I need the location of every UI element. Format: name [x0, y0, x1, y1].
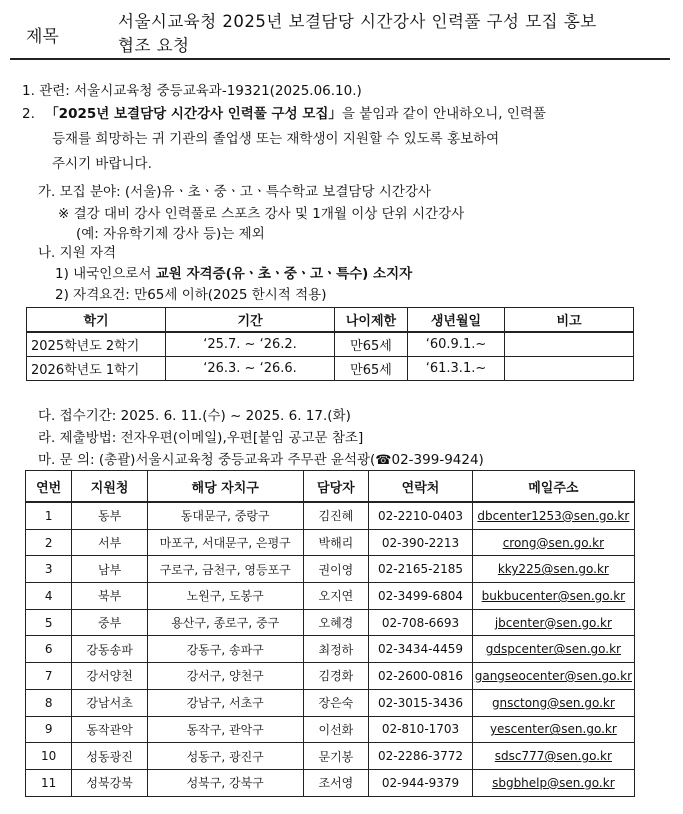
- contacts-cell-office: 성동광진: [72, 743, 148, 770]
- contacts-cell-phone: 02-2165-2185: [369, 556, 472, 583]
- contacts-cell-row-number: 2: [26, 529, 72, 556]
- reference-text: 관련: 서울시교육청 중등교육과-19321(2025.06.10.): [39, 83, 362, 99]
- subject-title: [118, 10, 597, 58]
- item-na: 나. 지원 자격: [38, 245, 117, 261]
- schedule-cell: ‘61.3.1.~: [408, 357, 505, 381]
- schedule-cell: 2026학년도 1학기: [27, 357, 166, 381]
- contacts-cell-email[interactable]: bukbucenter@sen.go.kr: [472, 583, 634, 610]
- contacts-cell-email[interactable]: gangseocenter@sen.go.kr: [472, 663, 634, 690]
- contacts-cell-email[interactable]: jbcenter@sen.go.kr: [472, 609, 634, 636]
- subject-title-line1: 서울시교육청 2025년 보결담당 시간강사 인력풀 구성 모집 홍보: [118, 12, 597, 31]
- schedule-row: [27, 332, 634, 357]
- contacts-row: [26, 556, 635, 583]
- contacts-cell-office: 북부: [72, 583, 148, 610]
- schedule-cell: [505, 357, 634, 381]
- contacts-cell-office: 강서양천: [72, 663, 148, 690]
- note-line2: (예: 자유학기제 강사 등)는 제외: [76, 226, 265, 242]
- contacts-cell-manager: 장은숙: [303, 689, 369, 716]
- contacts-cell-email[interactable]: yescenter@sen.go.kr: [472, 716, 634, 743]
- contacts-cell-manager: 오혜경: [303, 609, 369, 636]
- reference-number: 1.: [22, 83, 35, 99]
- contacts-cell-email[interactable]: kky225@sen.go.kr: [472, 556, 634, 583]
- contacts-cell-manager: 오지연: [303, 583, 369, 610]
- contacts-row: [26, 583, 635, 610]
- contacts-cell-office: 성북강북: [72, 769, 148, 796]
- contacts-cell-districts: 강동구, 송파구: [147, 636, 303, 663]
- contacts-cell-office: 서부: [72, 529, 148, 556]
- contacts-cell-phone: 02-810-1703: [369, 716, 472, 743]
- note-line1: ※ 결강 대비 강사 인력풀로 스포츠 강사 및 1개월 이상 단위 시간강사: [58, 206, 465, 222]
- schedule-table: [26, 307, 634, 381]
- contacts-cell-districts: 용산구, 종로구, 중구: [147, 609, 303, 636]
- contacts-cell-office: 강동송파: [72, 636, 148, 663]
- item-ga: 가. 모집 분야: (서울)유ㆍ초ㆍ중ㆍ고ㆍ특수학교 보결담당 시간강사: [38, 184, 431, 200]
- inquiry-phone: 02-399-9424): [391, 452, 484, 468]
- contacts-cell-manager: 박해리: [303, 529, 369, 556]
- qualification-1-prefix: 1) 내국인으로서: [55, 266, 156, 282]
- contacts-cell-districts: 동대문구, 중랑구: [147, 502, 303, 529]
- schedule-cell: [505, 332, 634, 357]
- contacts-cell-email[interactable]: crong@sen.go.kr: [472, 529, 634, 556]
- item-ra: 라. 제출방법: 전자우편(이메일),우편[붙임 공고문 참조]: [38, 430, 364, 446]
- schedule-header: 생년월일: [408, 308, 505, 333]
- contacts-cell-row-number: 3: [26, 556, 72, 583]
- schedule-cell: 만65세: [335, 332, 408, 357]
- inquiry-text: 마. 문 의: (총괄)서울시교육청 중등교육과 주무관 윤석광(: [38, 452, 376, 468]
- contacts-cell-office: 중부: [72, 609, 148, 636]
- contacts-header: 연번: [26, 471, 72, 503]
- schedule-cell: ‘60.9.1.~: [408, 332, 505, 357]
- paragraph-2-line2: 등재를 희망하는 귀 기관의 졸업생 또는 재학생이 지원할 수 있도록 홍보하여: [52, 131, 500, 147]
- contacts-body: [26, 502, 635, 796]
- contacts-cell-districts: 노원구, 도봉구: [147, 583, 303, 610]
- contacts-cell-row-number: 11: [26, 769, 72, 796]
- contacts-row: [26, 769, 635, 796]
- contacts-header: 담당자: [303, 471, 369, 503]
- contacts-cell-manager: 최정하: [303, 636, 369, 663]
- contacts-cell-districts: 강남구, 서초구: [147, 689, 303, 716]
- schedule-cell: 만65세: [335, 357, 408, 381]
- contacts-cell-manager: 조서영: [303, 769, 369, 796]
- contacts-cell-row-number: 5: [26, 609, 72, 636]
- contacts-cell-email[interactable]: sbgbhelp@sen.go.kr: [472, 769, 634, 796]
- schedule-cell: ‘25.7. ~ ‘26.2.: [166, 332, 335, 357]
- contacts-row: [26, 716, 635, 743]
- phone-icon: ☎: [375, 453, 392, 468]
- contacts-cell-row-number: 7: [26, 663, 72, 690]
- contacts-cell-districts: 마포구, 서대문구, 은평구: [147, 529, 303, 556]
- contacts-cell-districts: 강서구, 양천구: [147, 663, 303, 690]
- contacts-header: 메일주소: [472, 471, 634, 503]
- schedule-header: 비고: [505, 308, 634, 333]
- schedule-header: 학기: [27, 308, 166, 333]
- contacts-cell-row-number: 10: [26, 743, 72, 770]
- contacts-cell-row-number: 4: [26, 583, 72, 610]
- contacts-row: [26, 663, 635, 690]
- paragraph-2-rest: 을 붙임과 같이 안내하오니, 인력풀: [341, 106, 546, 122]
- contacts-cell-manager: 권이영: [303, 556, 369, 583]
- schedule-cell: ‘26.3. ~ ‘26.6.: [166, 357, 335, 381]
- qualification-1-bold: 교원 자격증(유ㆍ초ㆍ중ㆍ고ㆍ특수) 소지자: [155, 266, 413, 282]
- contacts-cell-phone: 02-390-2213: [369, 529, 472, 556]
- paragraph-2-bold: 「2025년 보결담당 시간강사 인력풀 구성 모집」: [45, 106, 342, 122]
- schedule-header: 기간: [166, 308, 335, 333]
- schedule-row: [27, 357, 634, 381]
- contacts-cell-districts: 동작구, 관악구: [147, 716, 303, 743]
- contacts-cell-phone: 02-3015-3436: [369, 689, 472, 716]
- contacts-cell-row-number: 9: [26, 716, 72, 743]
- contacts-cell-email[interactable]: gdspcenter@sen.go.kr: [472, 636, 634, 663]
- contacts-cell-phone: 02-944-9379: [369, 769, 472, 796]
- contacts-cell-phone: 02-708-6693: [369, 609, 472, 636]
- contacts-cell-phone: 02-2286-3772: [369, 743, 472, 770]
- qualification-1: [55, 262, 412, 282]
- paragraph-2-line1: [22, 102, 546, 122]
- schedule-header-row: [27, 308, 634, 333]
- contacts-cell-office: 동부: [72, 502, 148, 529]
- subject-title-line2: 협조 요청: [118, 36, 190, 55]
- reference-line: [22, 79, 362, 99]
- contacts-cell-manager: 김경화: [303, 663, 369, 690]
- contacts-cell-email[interactable]: sdsc777@sen.go.kr: [472, 743, 634, 770]
- contacts-row: [26, 743, 635, 770]
- subject-label: 제목: [26, 27, 59, 47]
- contacts-cell-districts: 성북구, 강북구: [147, 769, 303, 796]
- paragraph-2-number: 2.: [22, 106, 35, 122]
- schedule-cell: 2025학년도 2학기: [27, 332, 166, 357]
- subject-row: [10, 0, 670, 60]
- contacts-header-row: [26, 471, 635, 503]
- contacts-cell-office: 남부: [72, 556, 148, 583]
- contacts-row: [26, 636, 635, 663]
- contacts-row: [26, 689, 635, 716]
- contacts-cell-email[interactable]: gnsctong@sen.go.kr: [472, 689, 634, 716]
- contacts-table: [25, 470, 635, 797]
- contacts-cell-phone: 02-3434-4459: [369, 636, 472, 663]
- item-da: 다. 접수기간: 2025. 6. 11.(수) ~ 2025. 6. 17.(화): [38, 408, 351, 424]
- contacts-row: [26, 609, 635, 636]
- contacts-cell-email[interactable]: dbcenter1253@sen.go.kr: [472, 502, 634, 529]
- contacts-cell-manager: 문기봉: [303, 743, 369, 770]
- contacts-cell-row-number: 1: [26, 502, 72, 529]
- contacts-cell-row-number: 8: [26, 689, 72, 716]
- paragraph-2-line3: 주시기 바랍니다.: [52, 156, 152, 172]
- qualification-2: 2) 자격요건: 만65세 이하(2025 한시적 적용): [55, 287, 327, 303]
- contacts-cell-districts: 구로구, 금천구, 영등포구: [147, 556, 303, 583]
- contacts-row: [26, 502, 635, 529]
- contacts-cell-phone: 02-2210-0403: [369, 502, 472, 529]
- schedule-header: 나이제한: [335, 308, 408, 333]
- contacts-header: 지원청: [72, 471, 148, 503]
- contacts-cell-row-number: 6: [26, 636, 72, 663]
- contacts-cell-manager: 이선화: [303, 716, 369, 743]
- contacts-cell-office: 동작관악: [72, 716, 148, 743]
- contacts-row: [26, 529, 635, 556]
- item-ma: [38, 448, 484, 468]
- contacts-header: 연락처: [369, 471, 472, 503]
- contacts-cell-manager: 김진혜: [303, 502, 369, 529]
- contacts-cell-office: 강남서초: [72, 689, 148, 716]
- contacts-cell-phone: 02-3499-6804: [369, 583, 472, 610]
- contacts-header: 해당 자치구: [147, 471, 303, 503]
- contacts-cell-phone: 02-2600-0816: [369, 663, 472, 690]
- contacts-cell-districts: 성동구, 광진구: [147, 743, 303, 770]
